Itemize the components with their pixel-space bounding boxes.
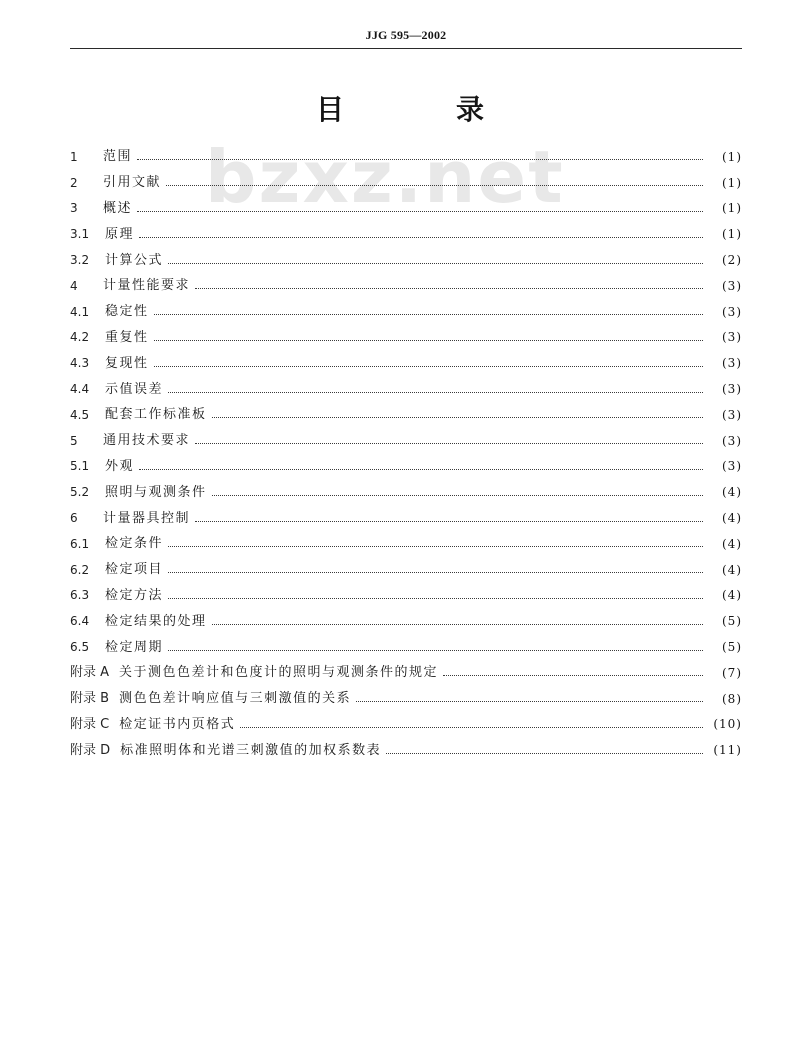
toc-entry-title: 检定周期: [105, 639, 164, 655]
toc-entry[interactable]: [70, 221, 742, 247]
toc-dot-leader: [139, 237, 703, 238]
toc-entry[interactable]: [70, 479, 742, 505]
toc-dot-leader: [166, 185, 703, 186]
toc-entry[interactable]: [70, 583, 742, 609]
toc-entry-title: 引用文献: [103, 175, 162, 191]
toc-entry[interactable]: [70, 170, 742, 196]
toc-entry[interactable]: [70, 454, 742, 480]
toc-entry-page: (2): [722, 253, 742, 268]
toc-entry-number: 4.5: [70, 407, 90, 422]
toc-entry-title: 照明与观测条件: [105, 484, 207, 500]
watermark: bzxz.net: [205, 135, 565, 219]
toc-entry-number: 4.1: [70, 304, 90, 319]
toc-dot-leader: [168, 392, 703, 393]
toc-entry-title: 通用技术要求: [103, 433, 191, 449]
toc-entry-page: (5): [722, 614, 742, 629]
header-rule: [70, 48, 742, 49]
toc-entry-number: 附录 D: [70, 742, 111, 758]
toc-entry[interactable]: [70, 531, 742, 557]
toc-entry-title: 外观: [105, 458, 135, 474]
toc-dot-leader: [154, 314, 703, 315]
page-header: [70, 24, 742, 52]
toc-entry[interactable]: [70, 712, 742, 738]
table-of-contents: [70, 144, 742, 763]
toc-dot-leader: [443, 675, 703, 676]
toc-entry-number: 4.3: [70, 356, 90, 371]
toc-dot-leader: [154, 340, 703, 341]
toc-entry-page: (11): [713, 743, 742, 758]
toc-dot-leader: [195, 288, 703, 289]
toc-entry-title: 范围: [103, 149, 133, 165]
toc-entry[interactable]: [70, 299, 742, 325]
toc-entry-page: (8): [722, 691, 742, 706]
page-title: 目 录: [315, 93, 526, 126]
toc-entry-page: (3): [722, 407, 742, 422]
toc-dot-leader: [195, 521, 703, 522]
toc-entry-number: 6.3: [70, 588, 90, 603]
toc-entry-page: (3): [722, 304, 742, 319]
toc-dot-leader: [212, 495, 703, 496]
toc-entry-page: (3): [722, 356, 742, 371]
toc-dot-leader: [386, 753, 703, 754]
toc-dot-leader: [356, 701, 703, 702]
toc-entry-title: 重复性: [105, 329, 149, 345]
toc-dot-leader: [137, 159, 703, 160]
toc-dot-leader: [195, 443, 703, 444]
toc-entry-number: 5.1: [70, 459, 90, 474]
toc-entry-title: 检定项目: [105, 562, 164, 578]
toc-entry[interactable]: [70, 505, 742, 531]
toc-entry-title: 计算公式: [105, 252, 164, 268]
toc-entry-title: 测色色差计响应值与三刺激值的关系: [119, 691, 352, 707]
toc-entry-number: 4.2: [70, 330, 90, 345]
toc-entry-title: 稳定性: [105, 304, 149, 320]
toc-dot-leader: [240, 727, 703, 728]
toc-dot-leader: [137, 211, 703, 212]
toc-entry-page: (4): [722, 485, 742, 500]
toc-entry-number: 3: [70, 201, 78, 216]
toc-entry-page: (1): [722, 227, 742, 242]
toc-entry-page: (1): [722, 149, 742, 164]
toc-entry-page: (1): [722, 175, 742, 190]
toc-entry[interactable]: [70, 737, 742, 763]
toc-entry-page: (4): [722, 588, 742, 603]
toc-entry-title: 概述: [103, 200, 133, 216]
toc-entry-title: 检定结果的处理: [105, 613, 207, 629]
toc-entry-number: 2: [70, 175, 78, 190]
toc-entry[interactable]: [70, 634, 742, 660]
toc-entry[interactable]: [70, 273, 742, 299]
toc-entry-title: 检定证书内页格式: [119, 716, 236, 732]
toc-dot-leader: [212, 417, 703, 418]
toc-entry[interactable]: [70, 350, 742, 376]
toc-entry-title: 检定方法: [105, 587, 164, 603]
toc-entry-title: 原理: [105, 226, 135, 242]
toc-entry-page: (4): [722, 536, 742, 551]
toc-entry-number: 附录 B: [70, 691, 110, 707]
toc-entry[interactable]: [70, 686, 742, 712]
toc-entry-page: (5): [722, 640, 742, 655]
toc-entry[interactable]: [70, 608, 742, 634]
toc-entry-number: 5.2: [70, 485, 90, 500]
document-code: JJG 595—2002: [365, 28, 447, 42]
toc-entry-title: 关于测色色差计和色度计的照明与观测条件的规定: [119, 665, 439, 681]
toc-entry[interactable]: [70, 660, 742, 686]
toc-entry[interactable]: [70, 196, 742, 222]
toc-entry-page: (4): [722, 511, 742, 526]
toc-entry-number: 4.4: [70, 382, 90, 397]
toc-entry-title: 标准照明体和光谱三刺激值的加权系数表: [120, 742, 382, 758]
toc-entry-title: 示值误差: [105, 381, 164, 397]
toc-dot-leader: [168, 546, 703, 547]
toc-entry-title: 配套工作标准板: [105, 407, 207, 423]
toc-entry[interactable]: [70, 325, 742, 351]
toc-entry-page: (3): [722, 330, 742, 345]
toc-entry-number: 6.5: [70, 640, 90, 655]
toc-dot-leader: [168, 598, 703, 599]
toc-entry-number: 1: [70, 149, 78, 164]
toc-dot-leader: [154, 366, 703, 367]
toc-entry-number: 6.4: [70, 614, 90, 629]
toc-entry-page: (3): [722, 382, 742, 397]
toc-entry-number: 6: [70, 511, 78, 526]
toc-entry-title: 检定条件: [105, 536, 164, 552]
toc-entry-page: (10): [713, 717, 742, 732]
toc-entry-page: (1): [722, 201, 742, 216]
toc-entry-title: 计量器具控制: [103, 510, 191, 526]
toc-entry[interactable]: [70, 557, 742, 583]
toc-entry[interactable]: [70, 247, 742, 273]
toc-entry-number: 5: [70, 433, 78, 448]
toc-entry-page: (7): [722, 665, 742, 680]
toc-entry-number: 4: [70, 278, 78, 293]
toc-dot-leader: [168, 650, 703, 651]
toc-entry[interactable]: [70, 376, 742, 402]
toc-entry-number: 3.1: [70, 227, 90, 242]
toc-entry[interactable]: [70, 428, 742, 454]
toc-entry-page: (3): [722, 433, 742, 448]
toc-dot-leader: [168, 263, 703, 264]
toc-entry[interactable]: [70, 402, 742, 428]
toc-entry-title: 复现性: [105, 355, 149, 371]
toc-entry-number: 附录 A: [70, 665, 110, 681]
toc-entry-page: (4): [722, 562, 742, 577]
toc-dot-leader: [168, 572, 703, 573]
toc-entry-page: (3): [722, 459, 742, 474]
toc-entry-page: (3): [722, 278, 742, 293]
toc-entry-title: 计量性能要求: [103, 278, 191, 294]
toc-entry[interactable]: [70, 144, 742, 170]
toc-dot-leader: [212, 624, 703, 625]
toc-entry-number: 6.1: [70, 536, 90, 551]
toc-entry-number: 附录 C: [70, 716, 110, 732]
toc-dot-leader: [139, 469, 703, 470]
toc-entry-number: 3.2: [70, 253, 90, 268]
toc-entry-number: 6.2: [70, 562, 90, 577]
